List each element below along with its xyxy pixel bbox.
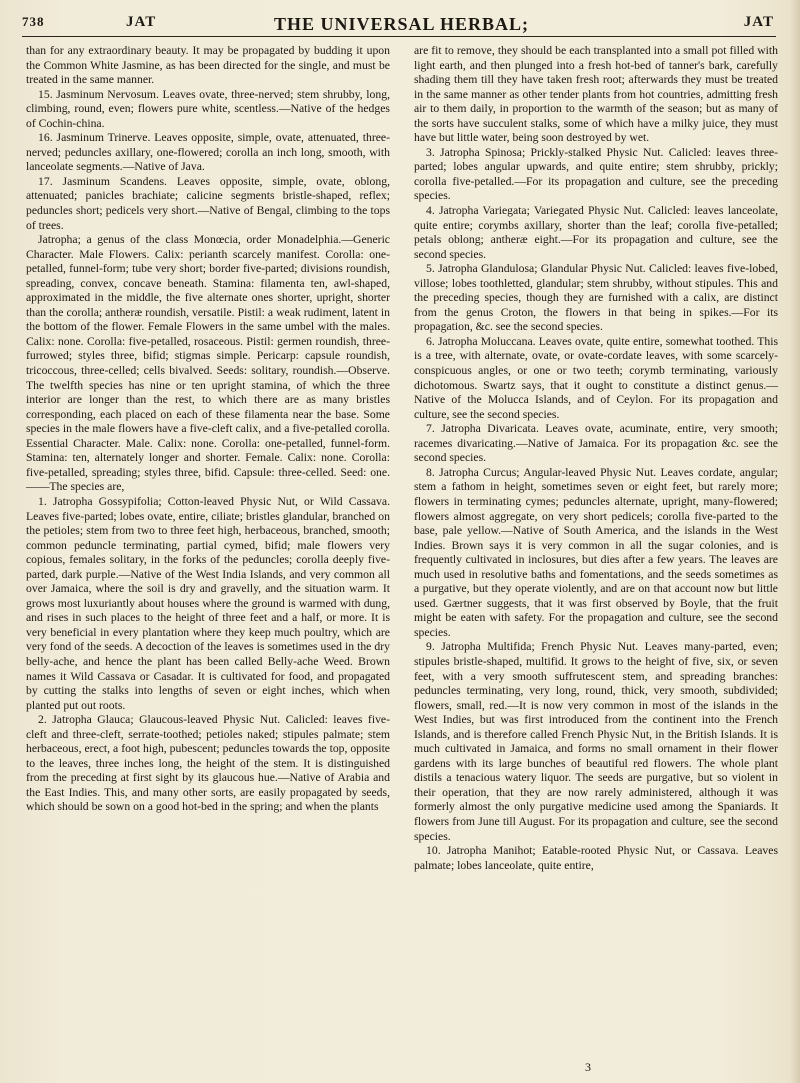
paragraph: 2. Jatropha Glauca; Glaucous-leaved Physic Nut. Calicled: leaves five-cleft and three-cleft, serrate-toothed; petioles naked; stipules palmate; stem herbaceous, erect, a foot high, pubescent; peduncles towards the top, opposite to the leaves, three inches long, the height of the stem. It is distinguished from the preceding at first sight by its glaucous hue.—Native of Arabia and the East Indies. This, and many other sorts, are easily propagated by seeds, which should be sown on a good hot-bed in the spring; and when the plants xyxy=(26,713,390,814)
paragraph: 1. Jatropha Gossypifolia; Cotton-leaved Physic Nut, or Wild Cassava. Leaves five-parted; lobes ovate, entire, ciliate; bristles glandular, branched on the petioles; stem from two to three feet high, herbaceous, branched, smooth; common peduncle terminating, partial cymed, bifid; male flowers very copious, females solitary, in the forks of the peduncles; corolla deeply five-parted, dark purple.—Native of the West India Islands, and very common all over Jamaica, where the soil is dry and gravelly, and the situation warm. It grows most luxuriantly about houses where the ground is warmed with dung, and rises in such places to the height of three feet and a half, or more. It is very beneficial in every plantation where they keep much poultry, which are very fond of the seeds. A decoction of the leaves is sometimes used in the dry belly-ache, and hence the plant has been called Belly-ache Weed. Brown names it Wild Cassava or Casadar. It is cultivated for food, and propagated by cutting the stalks into lengths of seven or eight inches, which when planted put out roots. xyxy=(26,494,390,712)
running-head-left: JAT xyxy=(126,14,157,30)
paragraph: 7. Jatropha Divaricata. Leaves ovate, acuminate, entire, very smooth; racemes divaricating.—Native of Jamaica. For its propagation &c. see the second species. xyxy=(414,422,778,465)
paragraph: 16. Jasminum Trinerve. Leaves opposite, simple, ovate, attenuated, three-nerved; peduncles axillary, one-flowered; corolla an inch long, smooth, with lanceolate segments.—Native of Java. xyxy=(26,131,390,174)
running-head-right: JAT xyxy=(743,14,774,30)
paragraph: 6. Jatropha Moluccana. Leaves ovate, quite entire, somewhat toothed. This is a tree, with alternate, ovate, or ovate-cordate leaves, with some scarcely-conspicuous angles, or one or two teeth; corymb terminating, variously dichotomous. Swartz says, that it ought to constitute a distinct genus.—Native of the Molucca Islands, and of Ceylon. For its propagation and culture, see the second species. xyxy=(414,334,778,421)
book-title: THE UNIVERSAL HERBAL; xyxy=(274,14,530,34)
paragraph: 4. Jatropha Variegata; Variegated Physic Nut. Calicled: leaves lanceolate, quite entire; corymbs axillary, shorter than the leaf; corolla five-petalled; petals oblong; antheræ eight.—For its propagation and culture, see the second species. xyxy=(414,204,778,261)
running-header xyxy=(22,8,774,38)
left-column xyxy=(26,44,390,815)
signature-mark: 3 xyxy=(585,1060,591,1074)
page-number: 738 xyxy=(22,14,45,29)
paragraph: Jatropha; a genus of the class Monœcia, order Monadelphia.—Generic Character. Male Flowers. Calix: perianth scarcely manifest. Corolla: one-petalled, funnel-form; tube very short; border five-parted; divisions roundish, spreading, convex, concave beneath. Stamina: filamenta ten, awl-shaped, approximated in the middle, the five alternate ones shorter, upright, shorter than the corolla; antheræ roundish, versatile. Pistil: a weak rudiment, latent in the bottom of the flower. Female Flowers in the same umbel with the males. Calix: none. Corolla: five-petalled, rosaceous. Pistil: germen roundish, three-furrowed; styles three, bifid; stigmas simple. Pericarp: capsule roundish, tricoccous, three-celled; cells bivalved. Seeds: solitary, roundish.—Observe. The twelfth species has nine or ten upright stamina, of which the three interior are longer than the rest, to which there are as many bristles corresponding, each placed on each of these filamenta near the base. Some species in the male flowers have a five-cleft calix, and a five-petalled corolla. Essential Character. Male. Calix: none. Corolla: one-petalled, funnel-form. Stamina: ten, alternately longer and shorter. Female. Calix: none. Corolla: five-petalled, spreading; styles three, bifid. Capsule: three-celled. Seed: one.——The species are, xyxy=(26,233,390,494)
paragraph: 3. Jatropha Spinosa; Prickly-stalked Physic Nut. Calicled: leaves three-parted; lobes angular upwards, and quite entire; stem shrubby, prickly; corolla five-petalled.—For its propagation and culture, see the preceding species. xyxy=(414,145,778,203)
page-edge-shadow xyxy=(790,0,800,1083)
paragraph: 9. Jatropha Multifida; French Physic Nut. Leaves many-parted, even; stipules bristle-shaped, multifid. It grows to the height of five, six, or seven feet, with a very smooth suffrutescent stem, and spreading branches: peduncles terminating, very long, round, thick, very smooth, subdivided; flowers, small, red.—It is now very common in most of the islands in the West Indies, but was first introduced from the continent into the French Islands, and is therefore called French Physic Nut, in the British Islands. It is much cultivated in Jamaica, and forms no small ornament in their flower gardens with its large bunches of beautiful red flowers. The whole plant distils a tenacious watery liquor. The seeds are purgative, but so violent in their operation, that they are now rarely administered, although it was formerly almost the only purgative medicine used among the Spaniards. It flowers from June till August. For its propagation and culture, see the second species. xyxy=(414,640,778,843)
header-rule xyxy=(22,36,776,37)
paragraph: than for any extraordinary beauty. It may be propagated by budding it upon the Common White Jasmine, as has been directed for the single, and must be treated in the same manner. xyxy=(26,44,390,87)
paragraph: 8. Jatropha Curcus; Angular-leaved Physic Nut. Leaves cordate, angular; stem a fathom in height, sometimes seven or eight feet, but rarely more; flowers in terminating cymes; peduncles alternate, upright, many-flowered; flowers almost aggregate, on very short pedicels; corolla five-parted to the base, pale yellow.—Native of South America, and the islands in the West Indies. Brown says it is very common in all the sugar colonies, and is frequently cultivated in inclosures, but dies after a few years. The leaves are much used in resolutive baths and fomentations, and the seeds sometimes as a purgative, but they operate violently, and are on that account now but little used. Gærtner suggests, that it was first observed by Boyle, that the fruit might be eaten with safety. For the propagation and culture, see the second species. xyxy=(414,465,778,639)
paragraph: 10. Jatropha Manihot; Eatable-rooted Physic Nut, or Cassava. Leaves palmate; lobes lanceolate, quite entire, xyxy=(414,844,778,872)
paragraph: 17. Jasminum Scandens. Leaves opposite, simple, ovate, oblong, attenuated; panicles brachiate; calicine segments bristle-shaped, reflex; peduncles short; pedicels very short.—Native of Bengal, climbing to the tops of trees. xyxy=(26,174,390,232)
right-column xyxy=(414,44,778,873)
paragraph: are fit to remove, they should be each transplanted into a small pot filled with light earth, and then plunged into a fresh hot-bed of tanner's bark, carefully shading them till they have taken fresh root; afterwards they must be treated in the same manner as other tender plants from hot countries, admitting fresh air to them daily, in proportion to the warmth of the season; but as many of the sorts have succulent stalks, some of which have a milky juice, they must have but little water, being soon destroyed by wet. xyxy=(414,44,778,145)
paragraph: 5. Jatropha Glandulosa; Glandular Physic Nut. Calicled: leaves five-lobed, villose; lobes toothletted, glandular; stem shrubby, without stipules. This and the preceding species, though they are furnished with a calix, are distinct from the genus Croton, the flowers in that being in spikes.—For its propagation, &c. see the second species. xyxy=(414,262,778,334)
paragraph: 15. Jasminum Nervosum. Leaves ovate, three-nerved; stem shrubby, long, climbing, round, even; flowers pure white, scentless.—Native of the hedges of Cochin-china. xyxy=(26,87,390,130)
